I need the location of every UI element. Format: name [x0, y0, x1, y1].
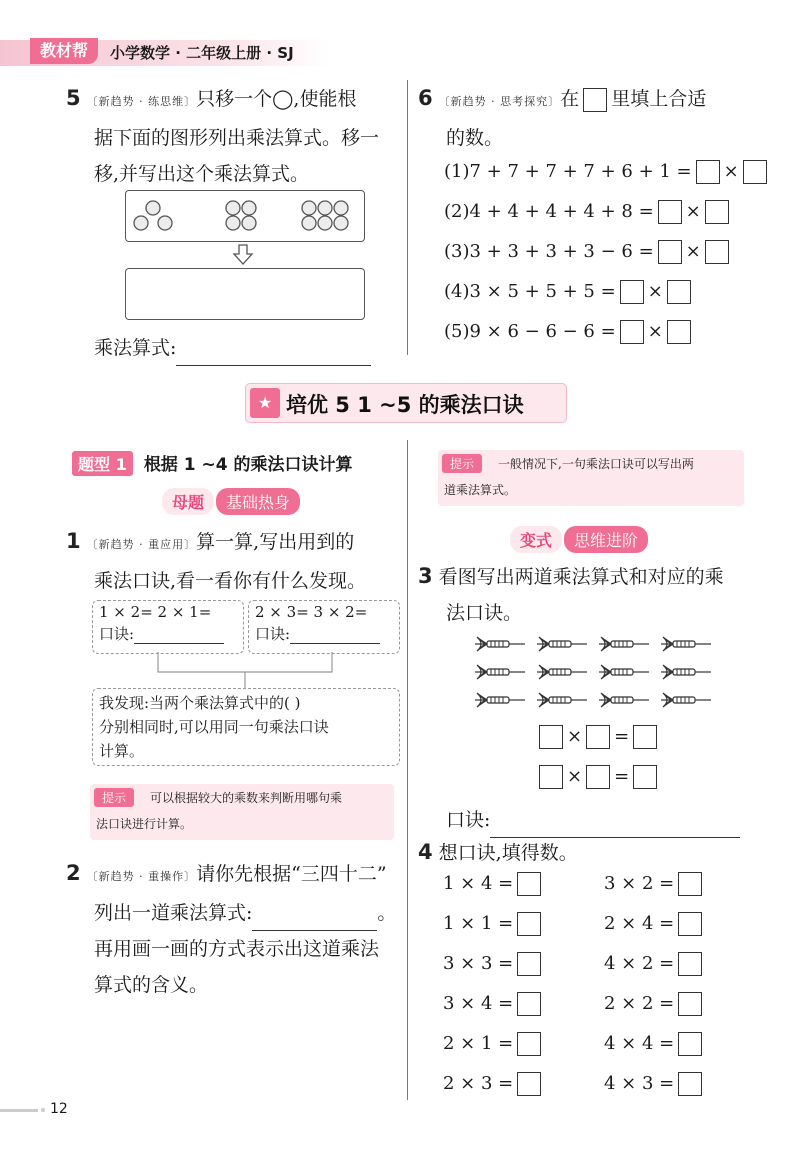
q6-item-list	[444, 160, 771, 360]
hint-text-1: 一般情况下,一句乘法口诀可以写出两	[498, 457, 694, 471]
star-icon: ★	[250, 388, 280, 418]
times-sign: ×	[647, 281, 663, 302]
q4-item	[604, 952, 706, 992]
answer-box[interactable]	[539, 765, 563, 789]
q2-period: 。	[377, 902, 397, 924]
q6-item	[444, 240, 771, 280]
q1-left-equations: 1 × 2= 2 × 1=	[99, 603, 212, 621]
question-number: 2	[66, 861, 81, 885]
kj-answer-line[interactable]	[134, 625, 224, 644]
q6-expression: (5)9 × 6 − 6 − 6 =	[444, 321, 616, 342]
book-title: 小学数学 · 二年级上册 · SJ	[110, 44, 294, 62]
equals-sign: =	[614, 766, 630, 787]
q2-text-2: 列出一道乘法算式:	[94, 902, 253, 924]
q6-expression: (1)7 + 7 + 7 + 7 + 6 + 1 =	[444, 161, 692, 182]
question-4	[418, 834, 778, 871]
section-title-banner	[246, 384, 566, 422]
q4-expression: 3 × 3 =	[443, 953, 514, 974]
q6-text-pre: 在	[560, 88, 580, 110]
answer-box[interactable]	[586, 725, 610, 749]
q6-text-post: 里填上合适	[611, 88, 707, 110]
answer-box[interactable]	[620, 280, 644, 304]
q1-right-box	[248, 600, 400, 654]
q5-answer-line[interactable]	[176, 337, 371, 366]
footer-dot	[41, 1108, 45, 1112]
kj-label: 口诀:	[255, 625, 291, 643]
answer-box[interactable]	[539, 725, 563, 749]
q5-text-3: 移,并写出这个乘法算式。	[94, 163, 310, 185]
question-3	[418, 558, 778, 631]
discovery-text-3: 计算。	[99, 742, 145, 760]
q3-text-1: 看图写出两道乘法算式和对应的乘	[438, 566, 724, 588]
type-title: 根据 1 ~4 的乘法口诀计算	[143, 455, 353, 475]
kj-answer-line[interactable]	[290, 625, 380, 644]
question-2	[66, 855, 406, 1003]
q4-expression: 4 × 3 =	[604, 1073, 675, 1094]
q2-text-1: 请你先根据“三四十二”	[196, 863, 387, 885]
answer-box[interactable]	[705, 200, 729, 224]
q6-expression: (4)3 × 5 + 5 + 5 =	[444, 281, 616, 302]
q2-text-4: 算式的含义。	[94, 974, 209, 996]
q1-text-2: 乘法口诀,看一看你有什么发现。	[94, 570, 367, 592]
hint-text-2: 法口诀进行计算。	[96, 817, 193, 831]
q4-expression: 3 × 2 =	[604, 873, 675, 894]
question-6	[418, 80, 778, 156]
hint-label: 提示	[94, 788, 134, 807]
q5-answer-row	[94, 330, 371, 366]
q3-equation-row-2	[535, 765, 661, 789]
variant-tag: 变式	[510, 526, 562, 553]
q6-text-2: 的数。	[446, 127, 504, 149]
q5-answer-label: 乘法算式:	[94, 337, 177, 359]
question-number: 6	[418, 86, 433, 110]
circle-figure	[125, 190, 365, 242]
dart-grid	[475, 632, 725, 720]
blank-box-example	[583, 88, 607, 112]
answer-box[interactable]	[667, 320, 691, 344]
q4-item	[443, 1072, 545, 1112]
q4-right-column	[604, 872, 706, 1112]
q4-item	[443, 1032, 545, 1072]
answer-box[interactable]	[517, 1032, 541, 1056]
hint-box-1	[90, 784, 394, 840]
q4-expression: 2 × 1 =	[443, 1033, 514, 1054]
q6-item	[444, 280, 771, 320]
answer-box[interactable]	[633, 725, 657, 749]
answer-box[interactable]	[517, 952, 541, 976]
q4-item	[443, 952, 545, 992]
times-sign: ×	[685, 241, 701, 262]
q4-item	[604, 872, 706, 912]
hint-box-2	[438, 450, 744, 506]
q2-answer-line[interactable]	[252, 904, 377, 931]
times-sign: ×	[567, 726, 583, 747]
answer-box[interactable]	[517, 992, 541, 1016]
answer-box[interactable]	[678, 912, 702, 936]
answer-box[interactable]	[696, 160, 720, 184]
q4-expression: 2 × 3 =	[443, 1073, 514, 1094]
answer-box[interactable]	[678, 952, 702, 976]
brand-badge: 教材帮	[30, 38, 98, 64]
q2-text-3: 再用画一画的方式表示出这道乘法	[94, 938, 380, 960]
darts-graphic	[475, 632, 725, 716]
q4-item	[443, 872, 545, 912]
q6-item	[444, 160, 771, 200]
answer-box[interactable]	[678, 992, 702, 1016]
q4-expression: 3 × 4 =	[443, 993, 514, 1014]
answer-box[interactable]	[586, 765, 610, 789]
answer-box[interactable]	[678, 1032, 702, 1056]
q5-answer-box[interactable]	[125, 268, 365, 320]
discovery-text-2: 分别相同时,可以用同一句乘法口诀	[99, 718, 329, 736]
down-arrow-icon	[232, 243, 254, 267]
question-1	[66, 523, 406, 599]
q3-text-2: 法口诀。	[446, 602, 523, 624]
hint-label: 提示	[442, 454, 482, 473]
section-title: 培优 5 1 ~5 的乘法口诀	[286, 393, 524, 417]
q4-item	[443, 912, 545, 952]
q4-item	[443, 992, 545, 1032]
footer-rule	[0, 1109, 38, 1112]
column-divider-bottom	[407, 440, 408, 1100]
question-number: 3	[418, 564, 433, 588]
answer-box[interactable]	[705, 240, 729, 264]
q3-kj-row	[446, 802, 740, 838]
answer-box[interactable]	[517, 912, 541, 936]
q5-text-1: 只移一个◯,使能根	[196, 88, 357, 110]
question-number: 4	[418, 840, 433, 864]
q4-item	[604, 1072, 706, 1112]
q5-text-2: 据下面的图形列出乘法算式。移一	[94, 127, 380, 149]
q6-item	[444, 320, 771, 360]
variant-sub: 思维进阶	[564, 526, 648, 553]
page-number: 12	[50, 1101, 68, 1117]
question-tag: 〔新趋势 · 重应用〕	[86, 538, 197, 551]
answer-box[interactable]	[658, 200, 682, 224]
q4-text-1: 想口诀,填得数。	[438, 842, 578, 864]
question-number: 1	[66, 529, 81, 553]
times-sign: ×	[685, 201, 701, 222]
q4-expression: 2 × 4 =	[604, 913, 675, 934]
q4-item	[604, 992, 706, 1032]
answer-box[interactable]	[667, 280, 691, 304]
variant-label	[510, 526, 648, 553]
q4-expression: 4 × 2 =	[604, 953, 675, 974]
answer-box[interactable]	[633, 765, 657, 789]
q1-left-box	[92, 600, 244, 654]
column-divider-top	[407, 80, 408, 355]
answer-box[interactable]	[517, 1072, 541, 1096]
answer-box[interactable]	[517, 872, 541, 896]
discovery-text-1: 我发现:当两个乘法算式中的( )	[99, 694, 301, 712]
times-sign: ×	[723, 161, 739, 182]
q3-equation-row-1	[535, 725, 661, 749]
equals-sign: =	[614, 726, 630, 747]
circle-groups-graphic	[126, 191, 364, 241]
hint-text-2: 道乘法算式。	[444, 483, 517, 497]
q4-left-column	[443, 872, 545, 1112]
q6-expression: (3)3 + 3 + 3 + 3 − 6 =	[444, 241, 654, 262]
mother-tag: 母题	[162, 488, 214, 515]
q4-expression: 2 × 2 =	[604, 993, 675, 1014]
q6-expression: (2)4 + 4 + 4 + 4 + 8 =	[444, 201, 654, 222]
q6-item	[444, 200, 771, 240]
mother-label	[162, 488, 300, 515]
discovery-box	[92, 688, 400, 766]
times-sign: ×	[647, 321, 663, 342]
answer-box[interactable]	[678, 1072, 702, 1096]
answer-box[interactable]	[658, 240, 682, 264]
times-sign: ×	[567, 766, 583, 787]
q4-item	[604, 1032, 706, 1072]
q4-item	[604, 912, 706, 952]
question-tag: 〔新趋势 · 重操作〕	[86, 870, 197, 883]
hint-text-1: 可以根据较大的乘数来判断用哪句乘	[150, 791, 343, 805]
answer-box[interactable]	[743, 160, 767, 184]
question-number: 5	[66, 86, 81, 110]
type-heading	[72, 450, 352, 476]
q4-expression: 1 × 4 =	[443, 873, 514, 894]
answer-box[interactable]	[678, 872, 702, 896]
question-tag: 〔新趋势 · 思考探究〕	[438, 95, 561, 108]
question-tag: 〔新趋势 · 练思维〕	[86, 95, 197, 108]
kj-label: 口诀:	[446, 809, 491, 831]
question-5	[66, 80, 406, 192]
q4-expression: 1 × 1 =	[443, 913, 514, 934]
q1-right-equations: 2 × 3= 3 × 2=	[255, 603, 368, 621]
q1-text-1: 算一算,写出用到的	[196, 531, 355, 553]
q4-expression: 4 × 4 =	[604, 1033, 675, 1054]
connector-lines	[150, 652, 340, 688]
answer-box[interactable]	[620, 320, 644, 344]
mother-sub: 基础热身	[216, 488, 300, 515]
type-label: 题型 1	[72, 451, 133, 476]
kj-label: 口诀:	[99, 625, 135, 643]
